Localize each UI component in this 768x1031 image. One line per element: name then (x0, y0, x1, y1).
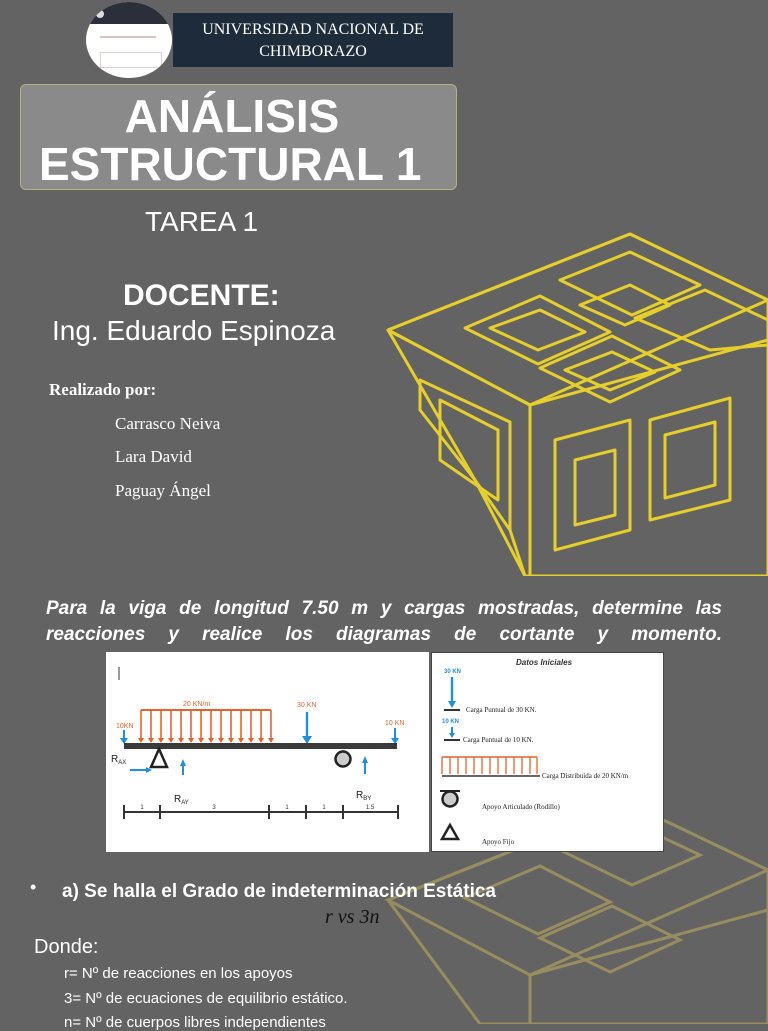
assignment-label: TAREA 1 (145, 206, 259, 237)
lattice-cube-decoration (380, 230, 768, 576)
dim-label: 1.5 (365, 805, 375, 811)
beam (124, 743, 397, 749)
problem-statement: Para la viga de longitud 7.50 m y cargas mostradas, determine las reacciones y realice los diagramas de cortante y momento. (46, 598, 722, 645)
dimension-line (124, 805, 398, 819)
formula: r vs 3n (325, 906, 380, 928)
legend-item: Apoyo Fijo (482, 838, 515, 846)
legend-distributed-load-icon (442, 757, 540, 776)
bullet-marker: • (30, 877, 37, 897)
legend-title: Datos Iniciales (516, 658, 573, 667)
fixed-support (151, 749, 167, 767)
university-name: UNIVERSIDAD NACIONAL DE CHIMBORAZO (173, 13, 453, 67)
dim-label: 1 (140, 805, 144, 811)
dist-load-label: 20 KN/m (183, 701, 211, 708)
teacher-heading: DOCENTE: (123, 279, 280, 312)
step-title: a) Se halla el Grado de indeterminación Estática (62, 881, 496, 902)
author-name: Paguay Ángel (115, 481, 211, 500)
donde-label: Donde: (34, 936, 99, 958)
legend-item: Carga Distribuida de 20 KN/m (542, 772, 629, 780)
legend-item: Carga Puntual de 30 KN. (466, 706, 537, 714)
title-line-2: ESTRUCTURAL 1 (39, 138, 422, 190)
title-line-1: ANÁLISIS (124, 90, 340, 142)
university-logo (86, 2, 172, 78)
load-10kn-left-label: 10KN (116, 723, 134, 730)
legend-item: Apoyo Articulado (Rodillo) (482, 803, 560, 811)
dim-label: 1 (322, 805, 326, 811)
legend-figure (431, 652, 664, 852)
title-box (20, 84, 457, 190)
dim-label: 3 (212, 805, 216, 811)
load-30kn-label: 30 KN (297, 702, 317, 709)
rby-label: $R_{BY}$ (356, 790, 372, 802)
legend-roller-icon (443, 792, 458, 807)
distributed-load (138, 710, 274, 743)
authors-heading: Realizado por: (49, 380, 157, 399)
rax-label: $R_{AX}$ (111, 754, 127, 766)
ray-label: $R_{AY}$ (174, 794, 189, 806)
legend-10kn-label: 10 KN (442, 719, 460, 725)
load-10kn-right-label: 10 KN (385, 720, 405, 727)
definition-item: r= Nº de reacciones en los apoyos (64, 965, 293, 982)
definition-item: n= Nº de cuerpos libres independientes (64, 1014, 326, 1031)
legend-30kn-label: 30 KN (444, 669, 462, 675)
legend-item: Carga Puntual de 10 KN. (463, 736, 534, 744)
author-name: Carrasco Neiva (115, 414, 221, 433)
beam-figure (106, 652, 429, 852)
legend-fixed-support-icon (442, 825, 458, 839)
author-name: Lara David (115, 447, 192, 466)
roller-support (336, 752, 351, 767)
teacher-name: Ing. Eduardo Espinoza (52, 315, 336, 346)
dim-label: 1 (285, 805, 289, 811)
definition-item: 3= Nº de ecuaciones de equilibrio estático. (64, 990, 348, 1007)
